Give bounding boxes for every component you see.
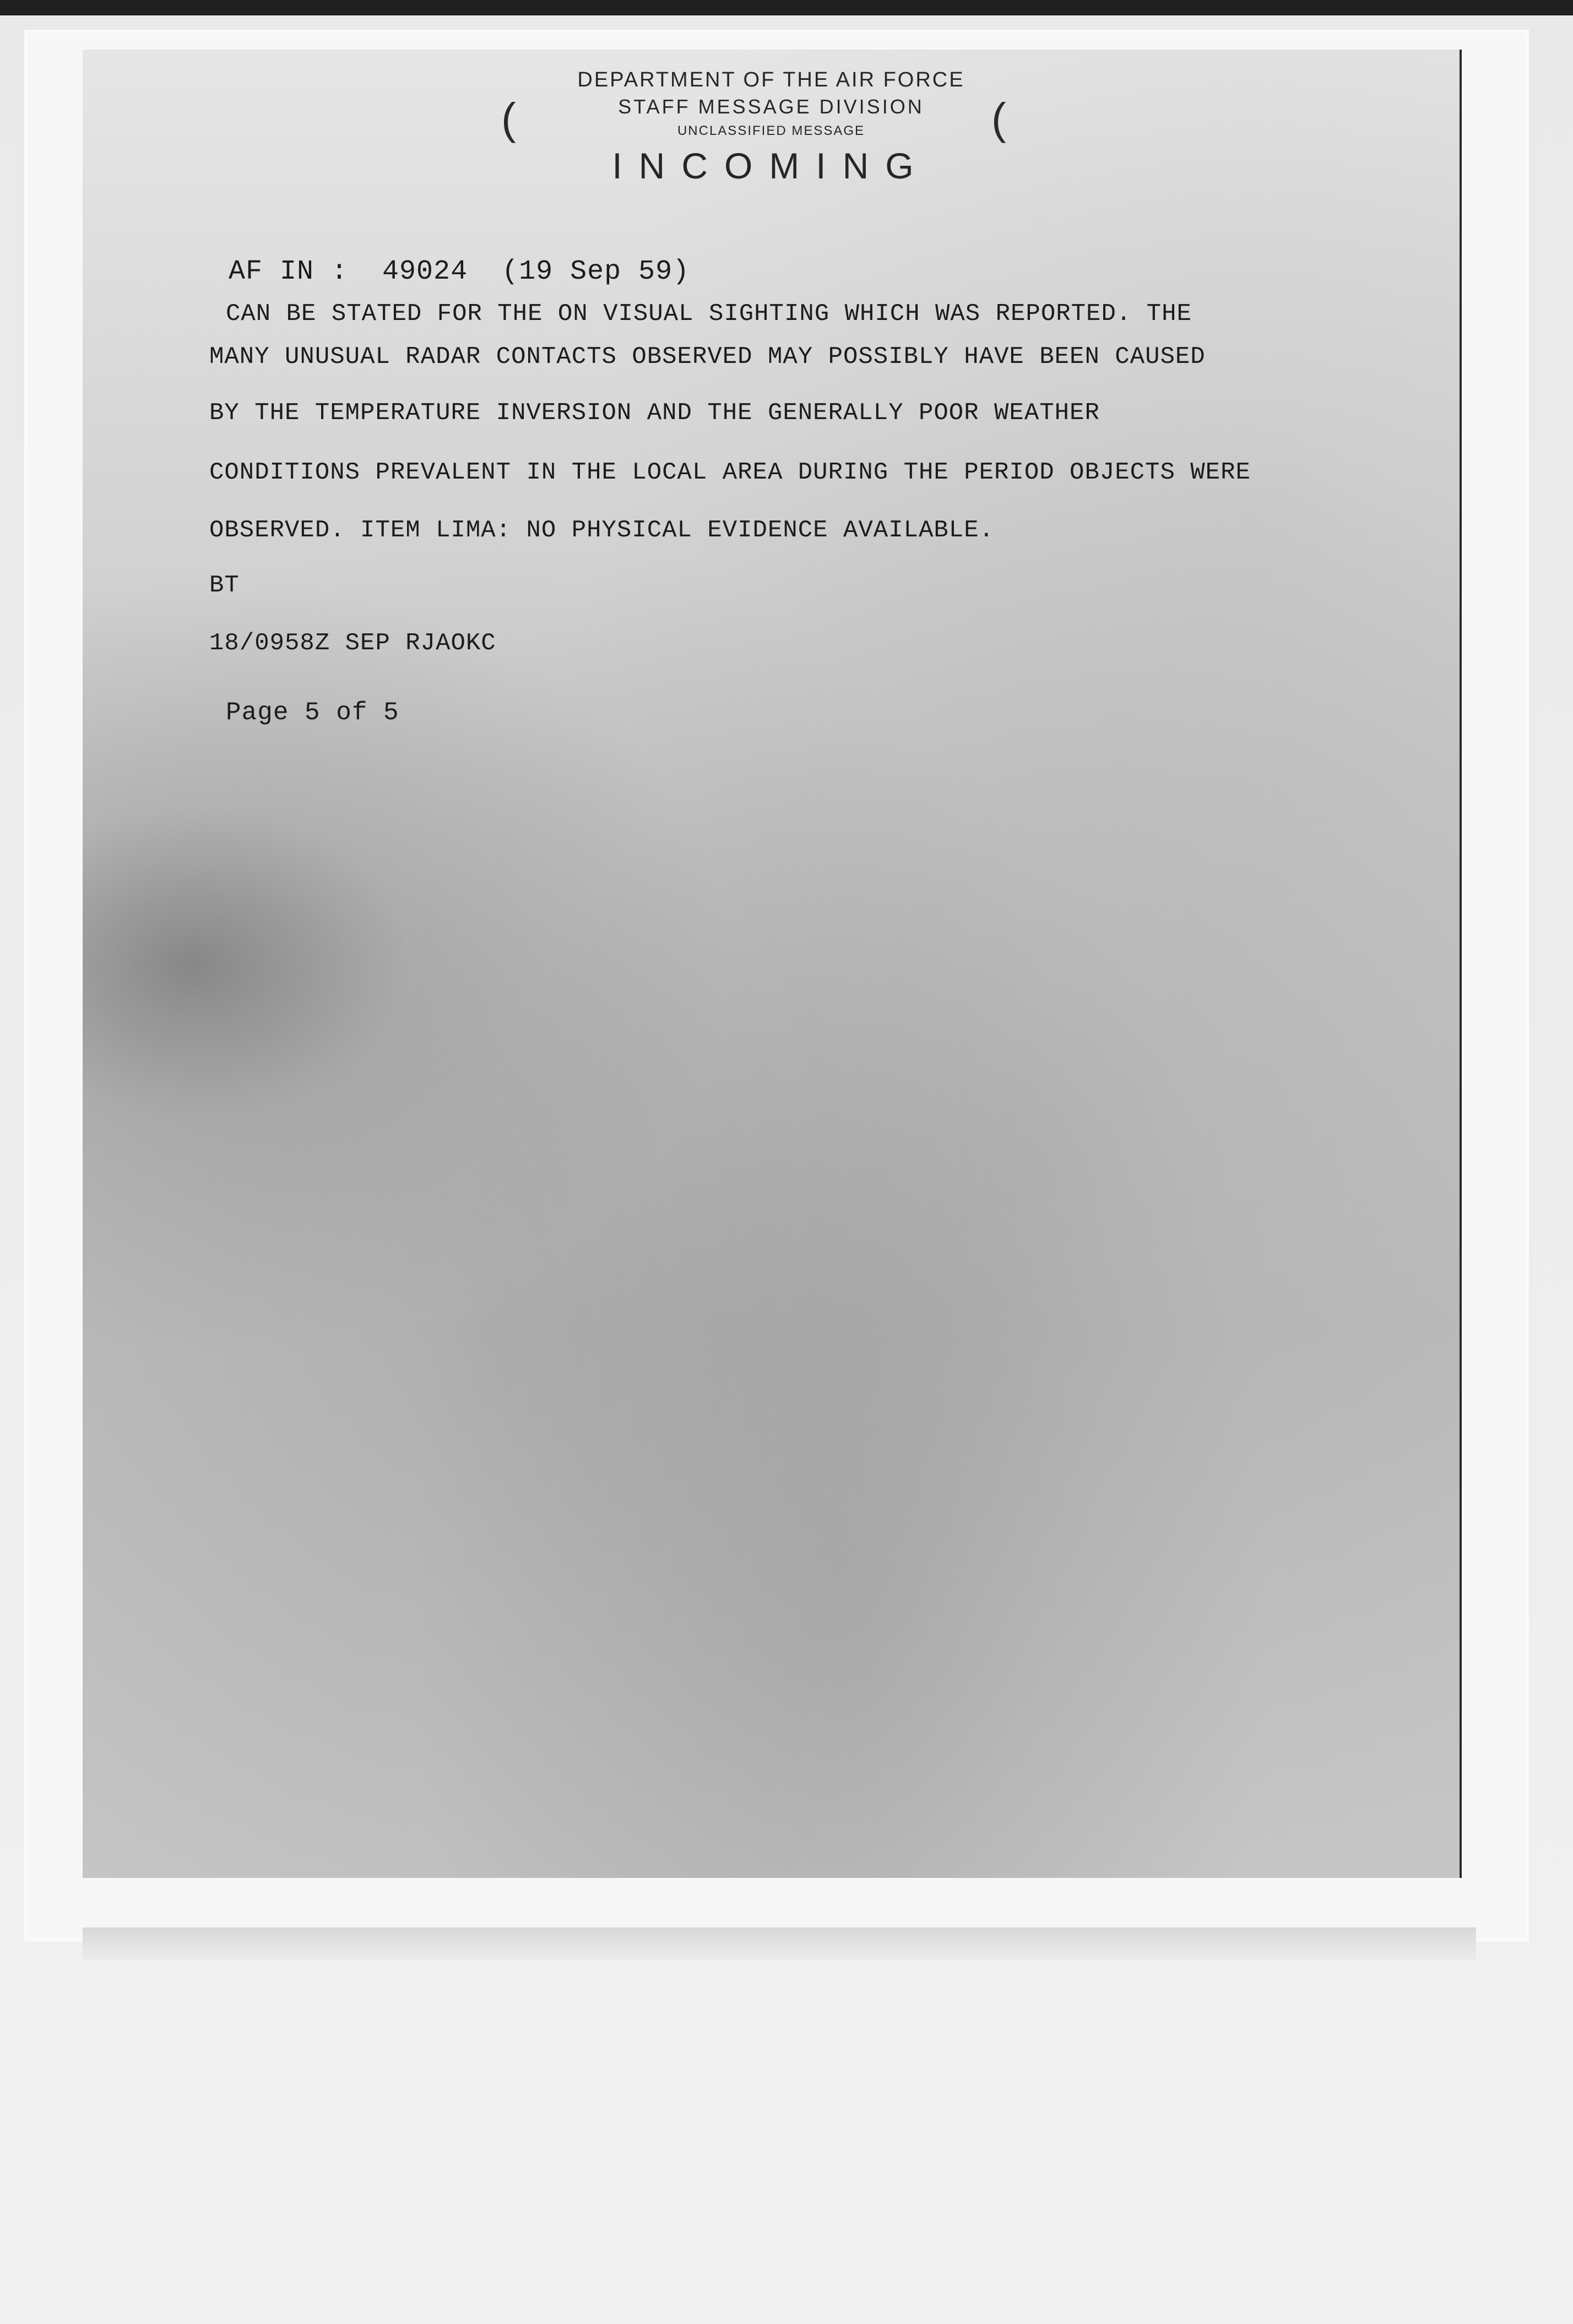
scan-top-edge bbox=[0, 0, 1573, 15]
message-header bbox=[83, 66, 1460, 189]
message-line-1: CAN BE STATED FOR THE ON VISUAL SIGHTING WHICH WAS REPORTED. THE bbox=[226, 300, 1192, 328]
message-page bbox=[83, 50, 1462, 1878]
left-bracket-mark: ( bbox=[501, 94, 516, 143]
right-bracket-mark: ( bbox=[991, 94, 1006, 143]
classification-label: UNCLASSIFIED MESSAGE bbox=[677, 123, 865, 138]
page-number: Page 5 of 5 bbox=[226, 698, 399, 727]
break-marker: BT bbox=[209, 572, 240, 599]
message-line-4: CONDITIONS PREVALENT IN THE LOCAL AREA DURING THE PERIOD OBJECTS WERE bbox=[209, 459, 1251, 486]
message-line-2: MANY UNUSUAL RADAR CONTACTS OBSERVED MAY POSSIBLY HAVE BEEN CAUSED bbox=[209, 343, 1206, 371]
division-title: STAFF MESSAGE DIVISION bbox=[618, 95, 924, 118]
af-in-number: AF IN : 49024 (19 Sep 59) bbox=[229, 256, 690, 287]
message-line-5: OBSERVED. ITEM LIMA: NO PHYSICAL EVIDENCE AVAILABLE. bbox=[209, 517, 995, 544]
message-line-3: BY THE TEMPERATURE INVERSION AND THE GENERALLY POOR WEATHER bbox=[209, 399, 1100, 427]
direction-label: INCOMING bbox=[612, 145, 930, 186]
date-time-group: 18/0958Z SEP RJAOKC bbox=[209, 629, 496, 657]
department-title: DEPARTMENT OF THE AIR FORCE bbox=[577, 68, 965, 91]
paper-shadow bbox=[83, 1927, 1476, 1961]
